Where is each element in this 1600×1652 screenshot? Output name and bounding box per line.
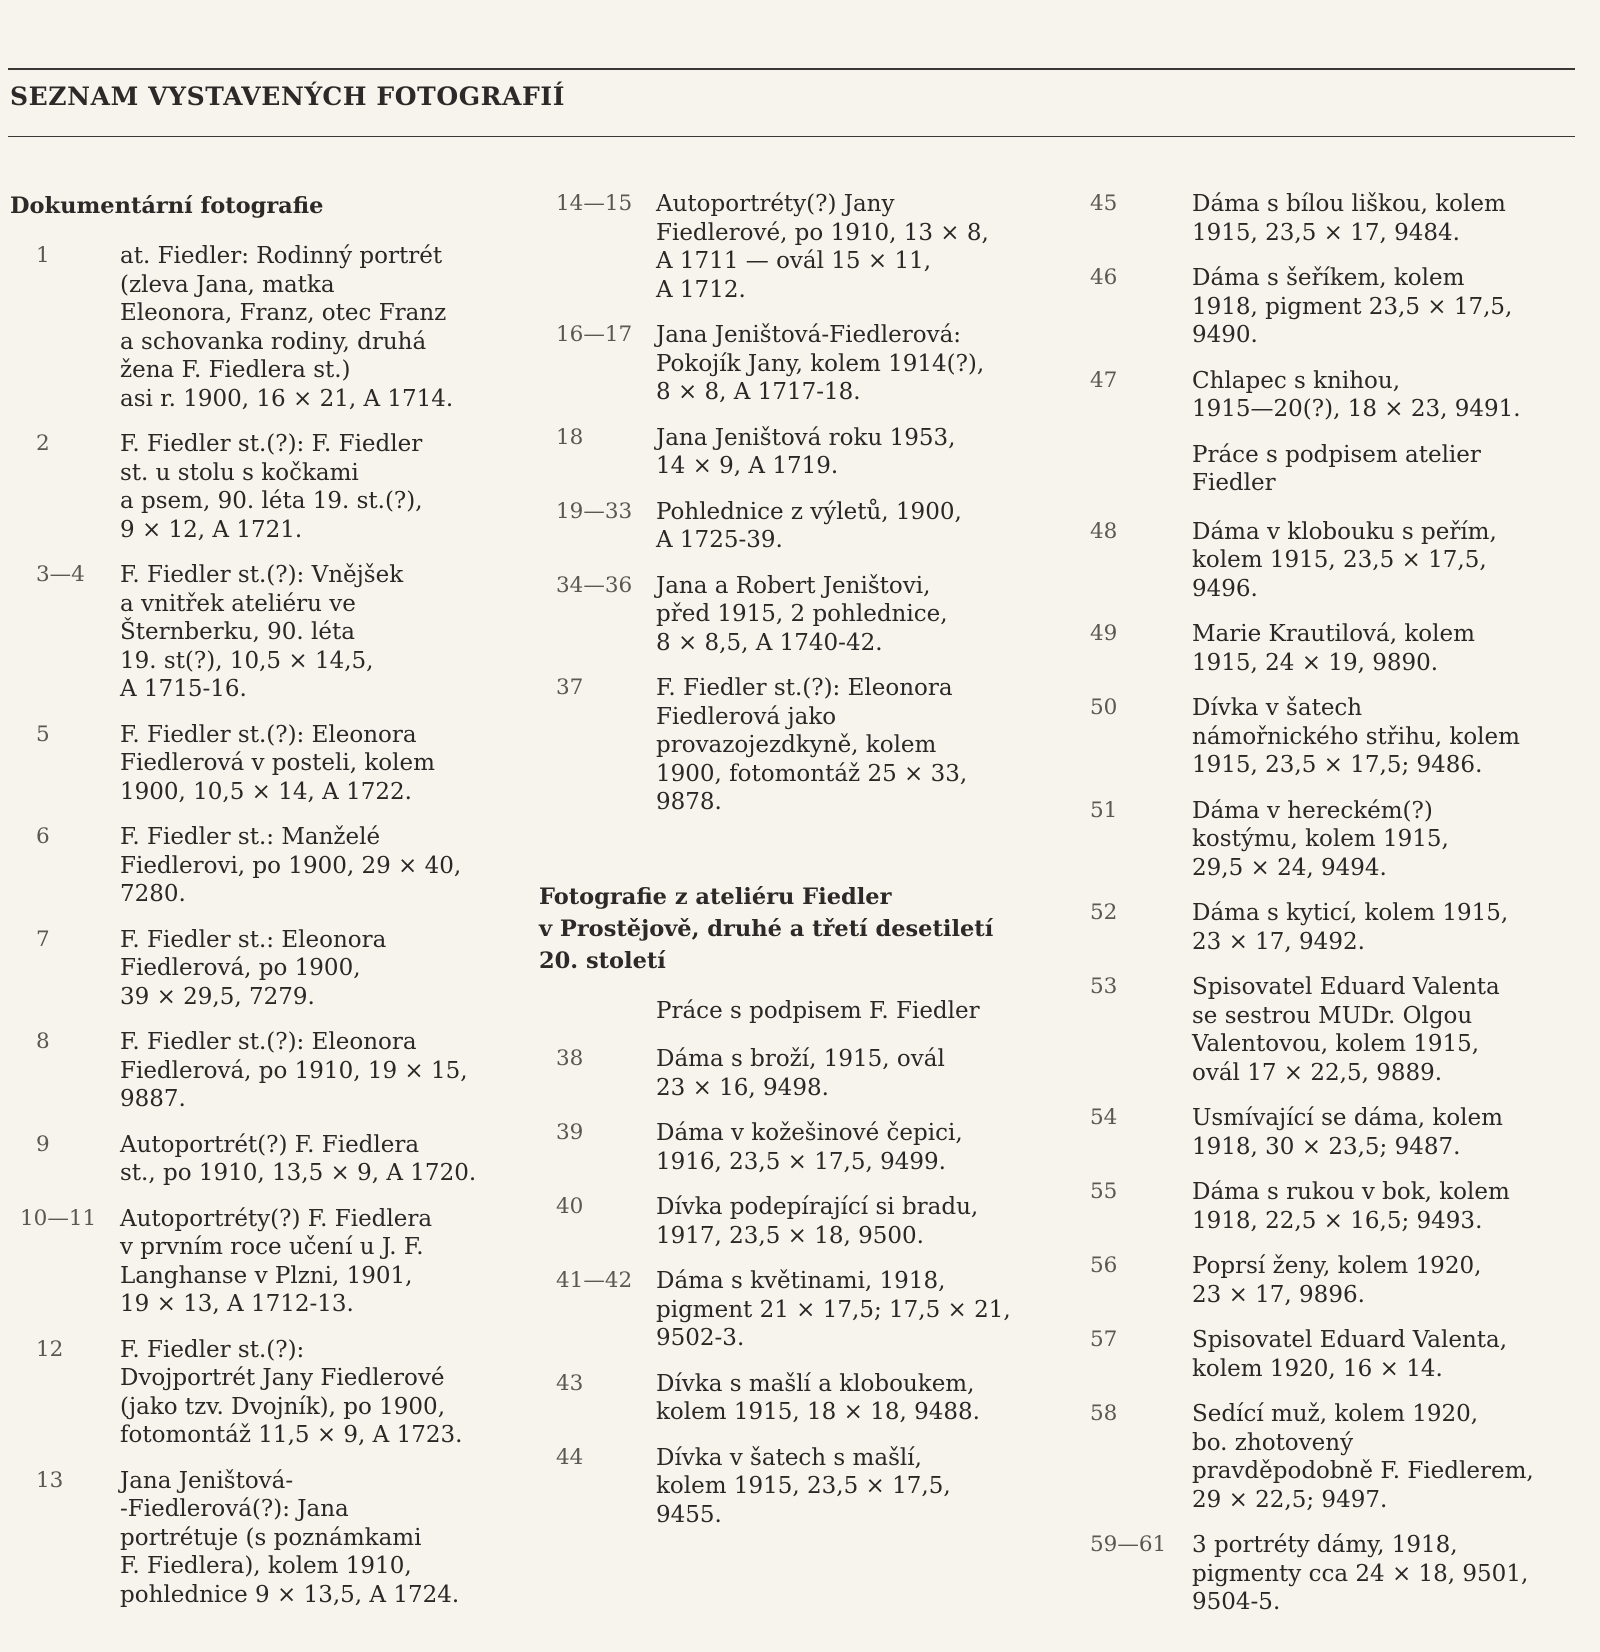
catalogue-entry xyxy=(1075,694,1590,780)
catalogue-entry xyxy=(1075,518,1590,604)
entry-description: F. Fiedler st.(?): Eleonora Fiedlerová, po 1910, 19 × 15, 9887. xyxy=(120,1029,468,1112)
catalogue-entry xyxy=(10,1205,510,1319)
column-3 xyxy=(1075,190,1590,1634)
entry-description: Jana a Robert Jeništovi, před 1915, 2 pohlednice, 8 × 8,5, A 1740-42. xyxy=(656,572,948,656)
catalogue-entry xyxy=(10,926,510,1012)
top-rule xyxy=(8,68,1575,70)
entry-number: 56 xyxy=(1090,1253,1118,1278)
entry-description: Dívka v šatech námořnického střihu, kolem 1915, 23,5 × 17,5; 9486. xyxy=(1192,695,1520,778)
entry-number: 6 xyxy=(36,824,50,849)
entry-description: Dívka podepírající si bradu, 1917, 23,5 × 18, 9500. xyxy=(656,1194,979,1249)
entry-number: 14—15 xyxy=(556,191,633,216)
catalogue-entry xyxy=(10,1467,510,1610)
catalogue-entry xyxy=(1075,620,1590,677)
entry-number: 55 xyxy=(1090,1179,1118,1204)
entry-number: 37 xyxy=(556,675,584,700)
entry-number: 10—11 xyxy=(20,1205,97,1231)
catalogue-entry xyxy=(540,190,1060,304)
entry-description: F. Fiedler st.(?): F. Fiedler st. u stolu s kočkami a psem, 90. léta 19. st.(?), 9 × 12, A 1721. xyxy=(120,431,423,543)
catalogue-entry xyxy=(10,1028,510,1114)
subheading-signed-fiedler: Práce s podpisem F. Fiedler xyxy=(656,997,980,1024)
catalogue-entry xyxy=(1075,1252,1590,1309)
entry-description: Poprsí ženy, kolem 1920, 23 × 17, 9896. xyxy=(1192,1253,1482,1308)
catalogue-entry xyxy=(1075,899,1590,956)
entry-number: 9 xyxy=(36,1131,50,1157)
entry-description: at. Fiedler: Rodinný portrét (zleva Jana, matka Eleonora, Franz, otec Franz a schovanka rodiny, druhá žena F. Fiedlera st.) asi r. 1900, 16 × 21, A 1714. xyxy=(120,243,454,412)
entry-number: 47 xyxy=(1090,367,1118,393)
entry-description: Jana Jeništová roku 1953, 14 × 9, A 1719. xyxy=(656,424,956,479)
entry-number: 52 xyxy=(1090,900,1118,925)
catalogue-entry xyxy=(1075,1104,1590,1161)
entry-number: 18 xyxy=(556,424,584,450)
entry-description: F. Fiedler st.: Manželé Fiedlerovi, po 1900, 29 × 40, 7280. xyxy=(120,824,462,907)
entry-description: Dáma v kožešinové čepici, 1916, 23,5 × 17,5, 9499. xyxy=(656,1120,963,1175)
entry-list-atelier xyxy=(540,1045,1060,1529)
catalogue-entry xyxy=(10,242,510,413)
catalogue-entry xyxy=(1075,1178,1590,1235)
catalogue-entry xyxy=(10,823,510,909)
entry-number: 59—61 xyxy=(1090,1532,1167,1557)
entry-description: Chlapec s knihou, 1915—20(?), 18 × 23, 9491. xyxy=(1192,367,1521,422)
entry-description: Autoportréty(?) Jany Fiedlerové, po 1910, 13 × 8, A 1711 — ovál 15 × 11, A 1712. xyxy=(656,191,989,303)
catalogue-entry xyxy=(540,1045,1060,1102)
catalogue-entry xyxy=(10,430,510,544)
entry-description: 3 portréty dámy, 1918, pigmenty cca 24 × 18, 9501, 9504-5. xyxy=(1192,1532,1529,1615)
catalogue-entry xyxy=(1075,973,1590,1087)
entry-number: 3—4 xyxy=(36,562,85,587)
entry-description: F. Fiedler st.(?): Eleonora Fiedlerová v posteli, kolem 1900, 10,5 × 14, A 1722. xyxy=(120,721,435,805)
catalogue-entry xyxy=(540,1119,1060,1176)
catalogue-entry xyxy=(540,498,1060,555)
entry-number: 54 xyxy=(1090,1105,1118,1130)
entry-description: Autoportréty(?) F. Fiedlera v prvním roce učení u J. F. Langhanse v Plzni, 1901, 19 × 13, A 1712-13. xyxy=(120,1205,433,1317)
entry-description: Spisovatel Eduard Valenta, kolem 1920, 16 × 14. xyxy=(1192,1327,1508,1382)
entry-number: 48 xyxy=(1090,518,1118,544)
entry-list-atelier-signed xyxy=(1075,518,1590,1617)
catalogue-entry xyxy=(540,321,1060,407)
entry-description: Dáma s bílou liškou, kolem 1915, 23,5 × 17, 9484. xyxy=(1192,191,1506,246)
page-title: SEZNAM VYSTAVENÝCH FOTOGRAFIÍ xyxy=(10,82,565,111)
entry-description: Jana Jeništová-Fiedlerová: Pokojík Jany, kolem 1914(?), 8 × 8, A 1717-18. xyxy=(656,322,985,405)
catalogue-entry xyxy=(540,1444,1060,1530)
entry-number: 13 xyxy=(36,1467,64,1493)
entry-description: Dáma s kyticí, kolem 1915, 23 × 17, 9492. xyxy=(1192,900,1509,955)
entry-number: 2 xyxy=(36,431,50,456)
catalogue-entry xyxy=(1075,797,1590,883)
entry-description: F. Fiedler st.(?): Vnějšek a vnitřek ateliéru ve Šternberku, 90. léta 19. st(?), 10,5 × 14,5, A 1715-16. xyxy=(120,562,404,702)
catalogue-entry xyxy=(1075,1326,1590,1383)
entry-description: Dáma s šeříkem, kolem 1918, pigment 23,5 × 17,5, 9490. xyxy=(1192,265,1513,348)
catalogue-entry xyxy=(540,1267,1060,1353)
entry-number: 45 xyxy=(1090,191,1118,216)
entry-description: Dívka v šatech s mašlí, kolem 1915, 23,5 × 17,5, 9455. xyxy=(656,1444,951,1528)
catalogue-entry xyxy=(540,424,1060,481)
entry-number: 7 xyxy=(36,926,50,952)
catalogue-entry xyxy=(1075,367,1590,424)
catalogue-entry xyxy=(1075,190,1590,247)
catalogue-entry xyxy=(540,674,1060,817)
entry-number: 39 xyxy=(556,1120,584,1145)
entry-number: 53 xyxy=(1090,974,1118,999)
entry-list-documentary-cont xyxy=(540,190,1060,817)
subheading-signed-atelier-fiedler: Práce s podpisem atelier Fiedler xyxy=(1192,441,1481,496)
catalogue-entry xyxy=(10,1131,510,1188)
entry-number: 50 xyxy=(1090,695,1118,720)
entry-description: Marie Krautilová, kolem 1915, 24 × 19, 9890. xyxy=(1192,621,1475,676)
entry-number: 40 xyxy=(556,1194,584,1219)
catalogue-entry xyxy=(540,1370,1060,1427)
entry-number: 51 xyxy=(1090,797,1118,823)
entry-description: Spisovatel Eduard Valenta se sestrou MUDr. Olgou Valentovou, kolem 1915, ovál 17 × 22,5, 9889. xyxy=(1192,974,1500,1086)
entry-description: Dáma s rukou v bok, kolem 1918, 22,5 × 16,5; 9493. xyxy=(1192,1179,1510,1234)
entry-description: Dáma s broží, 1915, ovál 23 × 16, 9498. xyxy=(656,1046,945,1101)
entry-number: 1 xyxy=(36,243,50,268)
entry-description: Usmívající se dáma, kolem 1918, 30 × 23,5; 9487. xyxy=(1192,1105,1503,1160)
entry-description: F. Fiedler st.(?): Eleonora Fiedlerová jako provazojezdkyně, kolem 1900, fotomontáž 25 × 33, 9878. xyxy=(656,675,968,815)
catalogue-entry xyxy=(540,572,1060,658)
entry-number: 41—42 xyxy=(556,1268,633,1293)
catalogue-entry xyxy=(1075,1531,1590,1617)
section-heading-atelier: Fotografie z ateliéru Fiedler v Prostějově, druhé a třetí desetiletí 20. století xyxy=(539,883,994,974)
entry-number: 34—36 xyxy=(556,572,633,598)
catalogue-entry xyxy=(1075,264,1590,350)
entry-description: Dáma v hereckém(?) kostýmu, kolem 1915, 29,5 × 24, 9494. xyxy=(1192,797,1449,881)
catalogue-entry xyxy=(10,721,510,807)
entry-number: 5 xyxy=(36,721,50,747)
column-2 xyxy=(540,190,1060,1546)
entry-description: Sedící muž, kolem 1920, bo. zhotovený pravděpodobně F. Fiedlerem, 29 × 22,5; 9497. xyxy=(1192,1401,1534,1513)
section-heading-documentary: Dokumentární fotografie xyxy=(10,193,324,219)
catalogue-entry xyxy=(1075,1400,1590,1514)
catalogue-entry xyxy=(540,1193,1060,1250)
entry-number: 8 xyxy=(36,1029,50,1054)
entry-number: 38 xyxy=(556,1046,584,1071)
catalogue-entry xyxy=(10,1336,510,1450)
entry-number: 12 xyxy=(36,1336,64,1362)
entry-description: Dáma v klobouku s peřím, kolem 1915, 23,5 × 17,5, 9496. xyxy=(1192,518,1497,602)
entry-list-documentary xyxy=(10,242,510,1609)
entry-number: 43 xyxy=(556,1370,584,1396)
entry-description: Autoportrét(?) F. Fiedlera st., po 1910, 13,5 × 9, A 1720. xyxy=(120,1131,477,1186)
entry-description: Jana Jeništová- -Fiedlerová(?): Jana portrétuje (s poznámkami F. Fiedlera), kolem 1910, pohlednice 9 × 13,5, A 1724. xyxy=(120,1467,460,1608)
entry-description: F. Fiedler st.: Eleonora Fiedlerová, po 1900, 39 × 29,5, 7279. xyxy=(120,926,387,1010)
entry-number: 49 xyxy=(1090,621,1118,646)
entry-description: Pohlednice z výletů, 1900, A 1725-39. xyxy=(656,498,962,553)
entry-number: 58 xyxy=(1090,1401,1118,1426)
entry-description: Dáma s květinami, 1918, pigment 21 × 17,5; 17,5 × 21, 9502-3. xyxy=(656,1268,1011,1351)
entry-number: 44 xyxy=(556,1444,584,1470)
entry-description: Dívka s mašlí a kloboukem, kolem 1915, 18 × 18, 9488. xyxy=(656,1370,980,1425)
entry-number: 16—17 xyxy=(556,322,633,347)
entry-number: 19—33 xyxy=(556,498,633,524)
entry-description: F. Fiedler st.(?): Dvojportrét Jany Fiedlerové (jako tzv. Dvojník), po 1900, fotomontáž 11,5 × 9, A 1723. xyxy=(120,1336,463,1448)
entry-number: 57 xyxy=(1090,1327,1118,1352)
entry-number: 46 xyxy=(1090,265,1118,290)
title-underline-rule xyxy=(8,136,1575,137)
entry-list-atelier-cont xyxy=(1075,190,1590,424)
column-1 xyxy=(10,190,510,1626)
catalogue-entry xyxy=(10,561,510,704)
